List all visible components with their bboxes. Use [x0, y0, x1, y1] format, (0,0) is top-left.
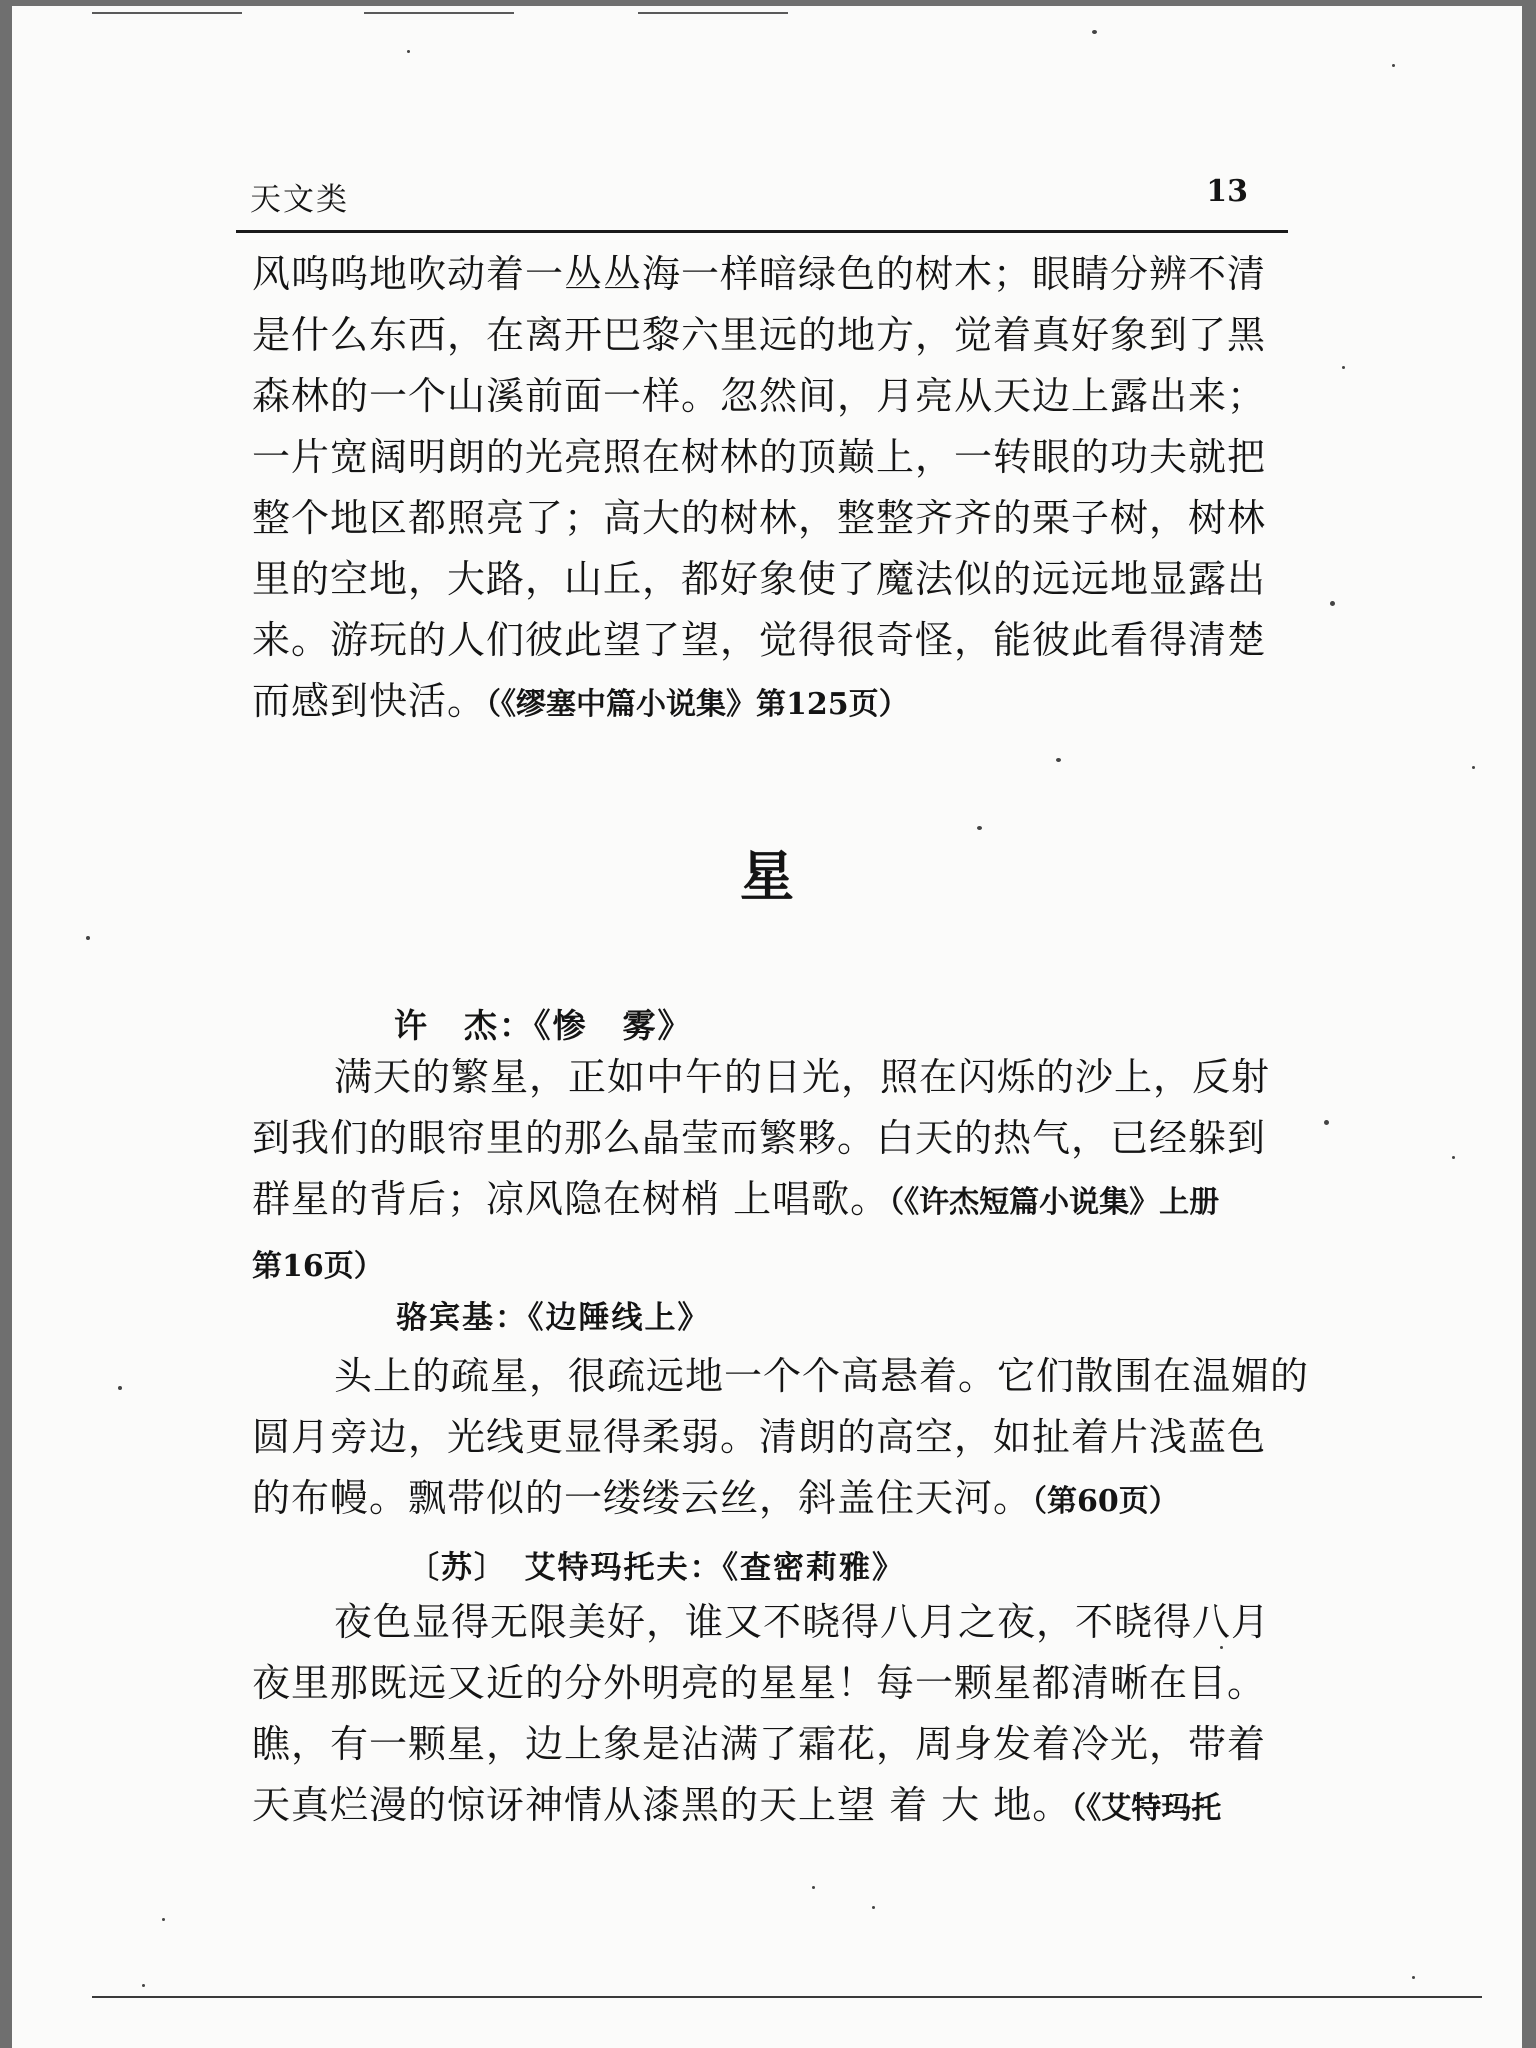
scan-speck — [1220, 1646, 1223, 1649]
text-line: 到我们的眼帘里的那么晶莹而繁夥。白天的热气，已经躲到 — [252, 1116, 1267, 1160]
entry-quote — [252, 1047, 1312, 1297]
top-scan-mark — [364, 12, 514, 14]
scan-speck — [118, 1386, 122, 1390]
bottom-scan-line — [92, 1996, 1482, 1998]
page-number: 13 — [1206, 174, 1248, 209]
running-header — [236, 166, 1288, 236]
scan-speck — [1324, 1120, 1329, 1125]
top-scan-mark — [92, 12, 242, 14]
scan-speck — [1092, 30, 1097, 34]
text-line: 风呜呜地吹动着一丛丛海一样暗绿色的树木；眼睛分辨不清 — [252, 252, 1267, 296]
text-line: 来。游玩的人们彼此望了望，觉得很奇怪，能彼此看得清楚 — [252, 618, 1267, 662]
section-title: 星 — [740, 844, 794, 908]
text-line: 瞧，有一颗星，边上象是沾满了霜花，周身发着冷光，带着 — [252, 1722, 1267, 1766]
scan-speck — [977, 826, 982, 830]
text-line: 头上的疏星，很疏远地一个个高悬着。它们散围在温媚的 — [334, 1354, 1310, 1398]
entry-author: 〔苏〕 艾特玛托夫：《查密莉雅》 — [408, 1550, 905, 1586]
text-line: 夜里那既远又近的分外明亮的星星！每一颗星都清晰在目。 — [252, 1661, 1267, 1705]
scan-speck — [162, 1918, 165, 1921]
text-line — [252, 671, 1302, 735]
line-text: 的布幔。飘带似的一缕缕云丝，斜盖住天河。 — [252, 1476, 1033, 1520]
text-line — [252, 1775, 1312, 1839]
scan-speck — [1056, 758, 1061, 762]
scan-speck — [142, 1984, 145, 1987]
text-line: 整个地区都照亮了；高大的树林，整整齐齐的栗子树，树林 — [252, 496, 1267, 540]
header-section-title: 天文类 — [250, 182, 349, 218]
citation: 第16页） — [252, 1249, 384, 1284]
text-line: 圆月旁边，光线更显得柔弱。清朗的高空，如扯着片浅蓝色 — [252, 1415, 1267, 1459]
text-line — [252, 1169, 1312, 1233]
scan-speck — [407, 50, 410, 53]
scanned-page — [12, 6, 1522, 2048]
entry-author: 骆宾基：《边陲线上》 — [396, 1300, 711, 1336]
top-scan-mark — [638, 12, 788, 14]
scan-speck — [1412, 1976, 1415, 1979]
citation: （第60页） — [1032, 1484, 1179, 1519]
scan-speck — [1452, 1156, 1455, 1159]
text-line: 是什么东西，在离开巴黎六里远的地方，觉着真好象到了黑 — [252, 313, 1267, 357]
line-text: 而感到快活。 — [252, 679, 487, 723]
text-line: 满天的繁星，正如中午的日光，照在闪烁的沙上，反射 — [334, 1055, 1271, 1099]
line-text: 天真烂漫的惊讶神情从漆黑的天上望 着 大 地。 — [252, 1783, 1072, 1827]
text-line — [252, 1468, 1312, 1532]
citation: （《艾特玛托 — [1071, 1791, 1222, 1826]
entry-author: 许 杰：《惨 雾》 — [394, 1006, 693, 1045]
scan-speck — [1392, 64, 1395, 67]
scan-speck — [1472, 766, 1475, 769]
scan-speck — [812, 1886, 815, 1889]
paragraph-continued — [252, 244, 1302, 735]
text-line: 一片宽阔明朗的光亮照在树林的顶巅上，一转眼的功夫就把 — [252, 435, 1267, 479]
entry-quote — [252, 1592, 1312, 1839]
scan-speck — [872, 1906, 875, 1909]
scan-speck — [1330, 601, 1335, 606]
line-text: 群星的背后；凉风隐在树梢 上唱歌。 — [252, 1177, 890, 1221]
text-line: 里的空地，大路，山丘，都好象使了魔法似的远远地显露出 — [252, 557, 1267, 601]
text-line: 森林的一个山溪前面一样。忽然间，月亮从天边上露出来； — [252, 374, 1267, 418]
text-line — [252, 1233, 1312, 1297]
header-rule — [236, 230, 1288, 233]
scan-speck — [86, 936, 90, 940]
citation: （《缪塞中篇小说集》第125页） — [486, 687, 909, 722]
scan-speck — [1342, 366, 1345, 369]
citation: （《许杰短篇小说集》上册 — [889, 1185, 1220, 1220]
entry-quote — [252, 1346, 1312, 1532]
text-line: 夜色显得无限美好，谁又不晓得八月之夜，不晓得八月 — [334, 1600, 1271, 1644]
